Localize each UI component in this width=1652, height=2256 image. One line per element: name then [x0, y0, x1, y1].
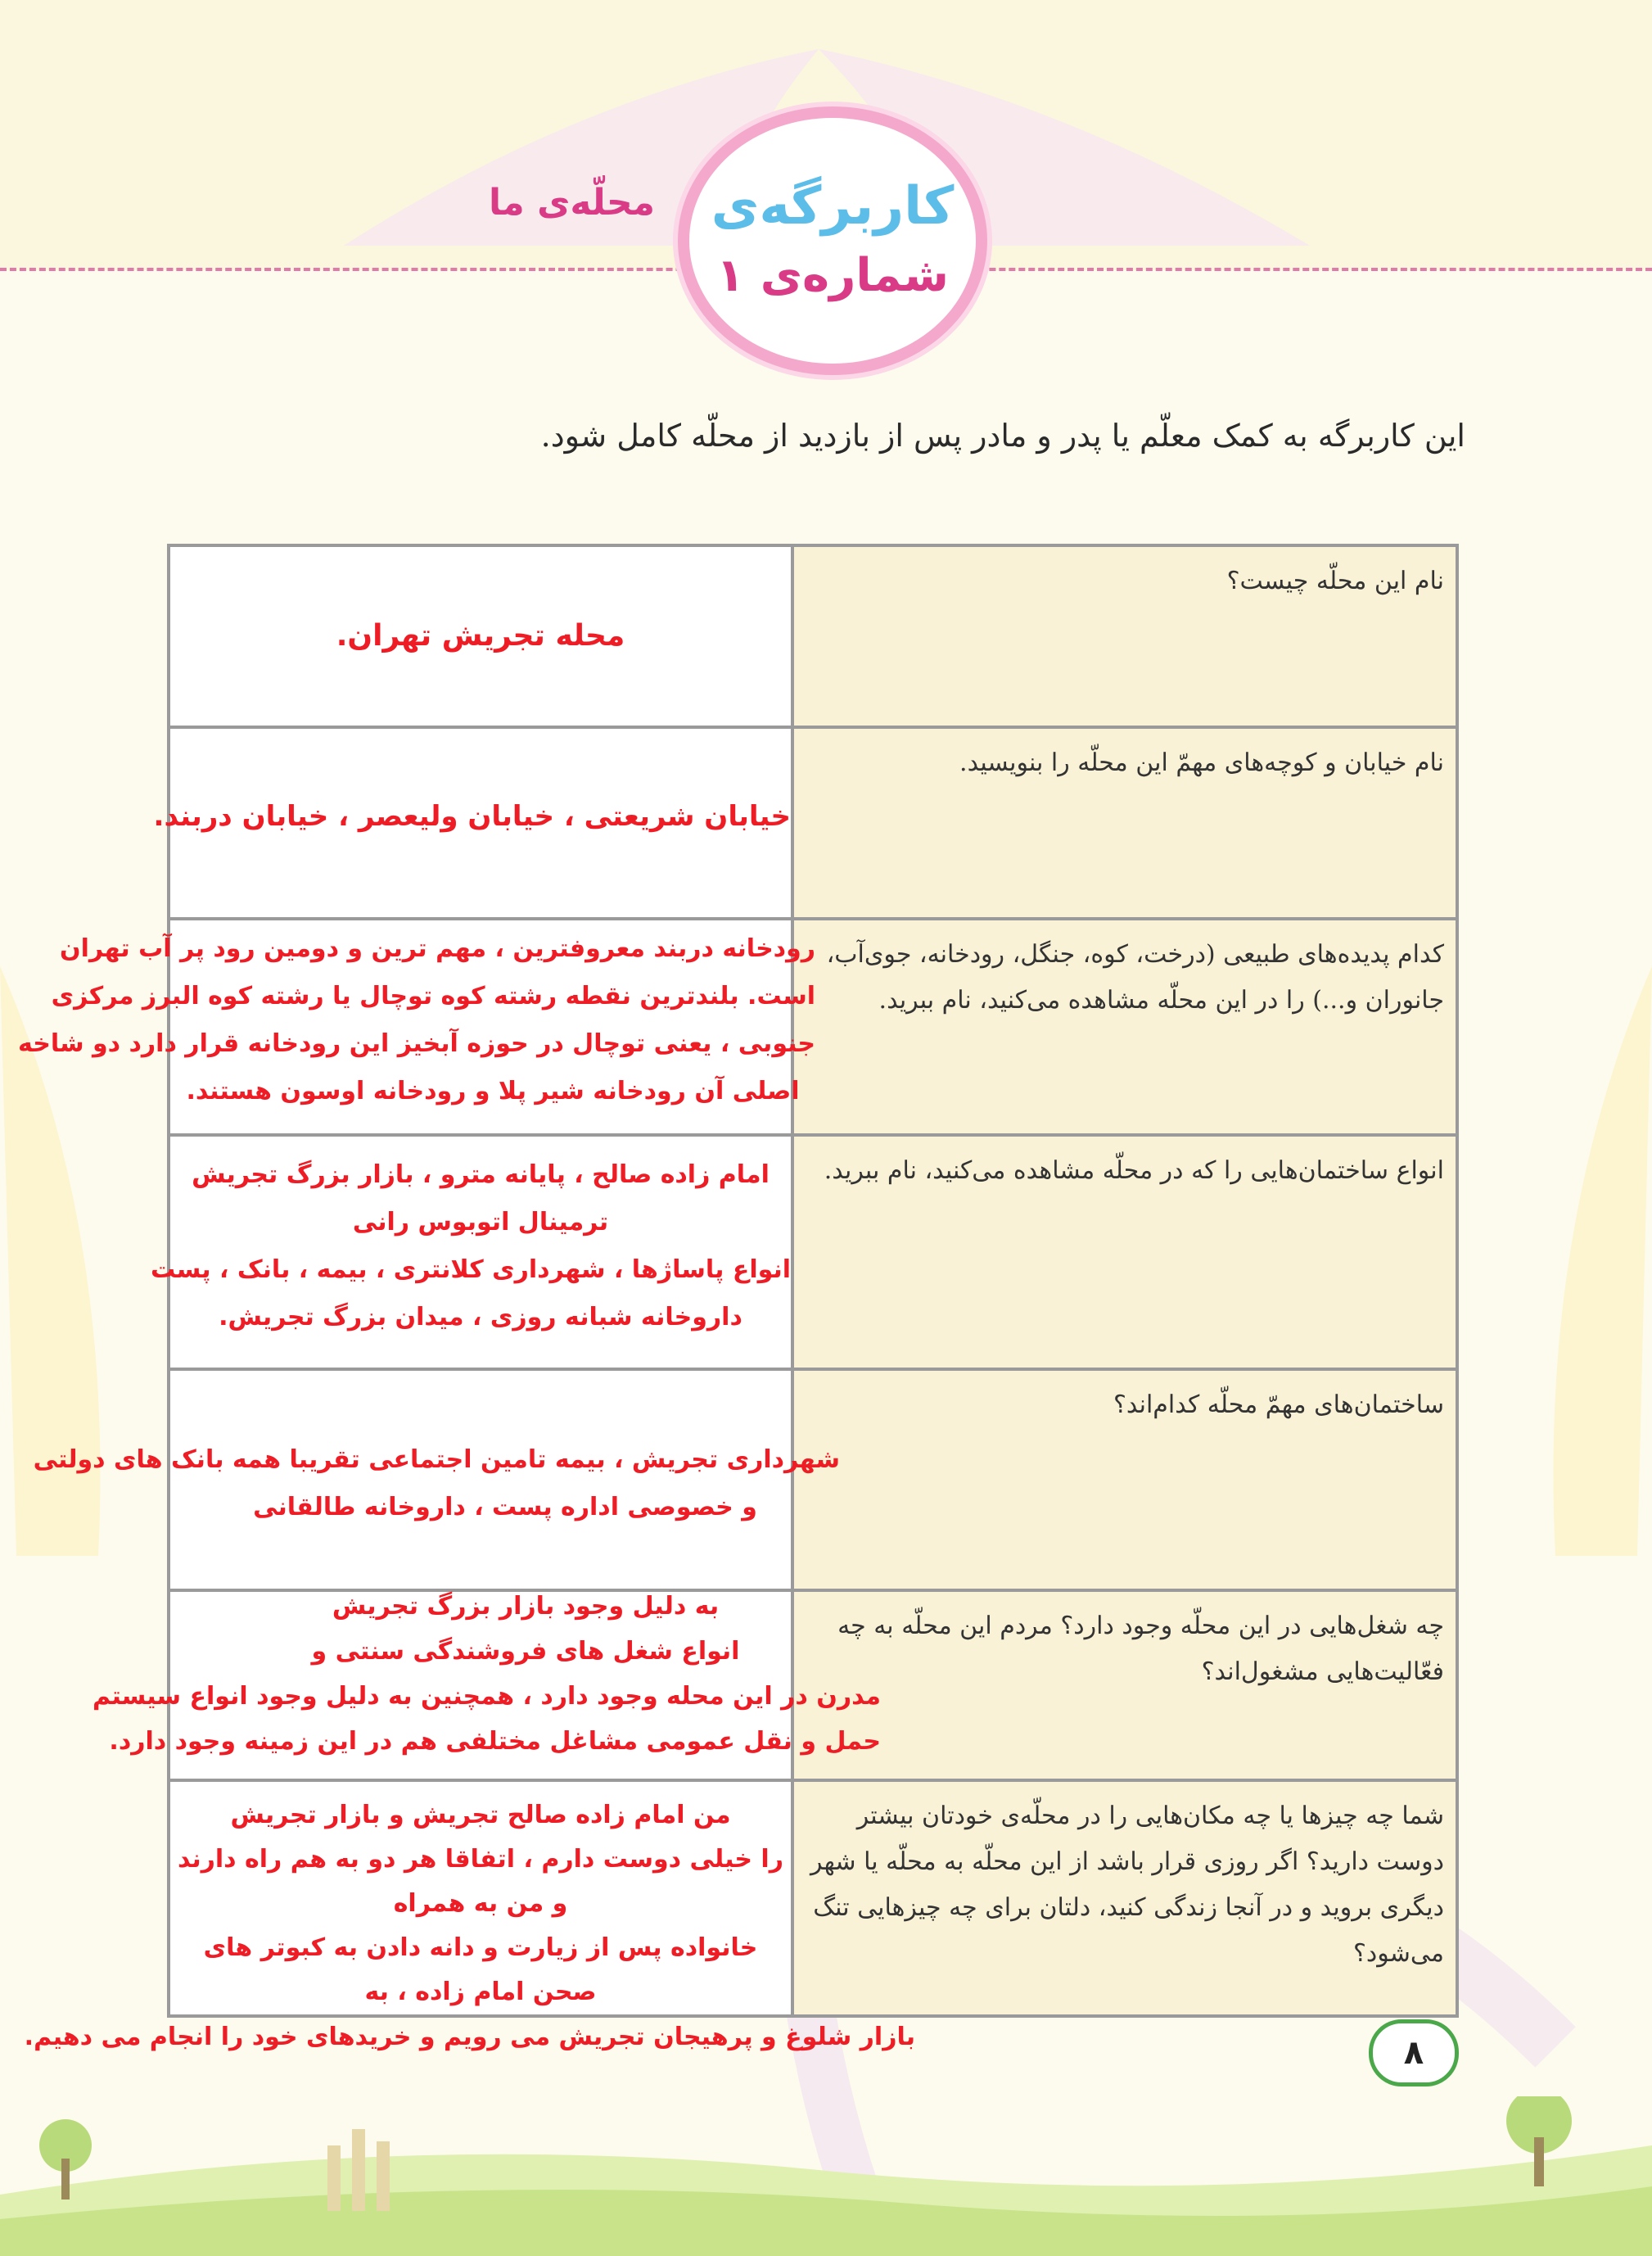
answer-text — [170, 613, 791, 660]
answer-line: رودخانه دربند معروفترین ، مهم ترین و دومین رود پر آب تهران — [60, 934, 815, 963]
answer-text — [93, 1584, 881, 1764]
page-number: ۸ — [1369, 2019, 1459, 2086]
answer-cell — [18, 919, 815, 1135]
answer-line: امام زاده صالح ، پایانه مترو ، بازار بزرگ تجریش — [192, 1160, 770, 1189]
question-cell: نام این محلّه چیست؟ — [792, 545, 1457, 727]
answer-cell — [151, 1135, 792, 1369]
answer-line: مدرن در این محله وجود دارد ، همچنین به دلیل وجود انواع سیستم — [93, 1682, 881, 1711]
intro-text: این کاربرگه به کمک معلّم یا پدر و مادر پس از بازدید از محلّه کامل شود. — [540, 418, 1465, 454]
badge-title: کاربرگه‌ی — [711, 176, 955, 237]
answer-line: اصلی آن رودخانه شیر پلا و رودخانه اوسون هستند. — [186, 1077, 800, 1105]
badge-number: شماره‌ی ۱ — [716, 249, 949, 302]
worksheet-name: محلّه‌ی ما — [488, 182, 655, 224]
worksheet-table — [18, 544, 1459, 2018]
answer-cell — [169, 1780, 792, 2016]
answer-overflow-line: بازار شلوغ و پرهیجان تجریش می رویم و خریدهای خود را انجام می دهیم. — [24, 2023, 915, 2051]
table-row — [169, 545, 1457, 727]
answer-line: صحن امام زاده ، به — [364, 1978, 597, 2006]
question-cell: کدام پدیده‌های طبیعی (درخت، کوه، جنگل، رودخانه، جوی‌آب، جانوران و...) را در این محلّه مشاهده می‌کنید، نام ببرید. — [792, 919, 1457, 1135]
ground-illustration — [0, 2096, 1652, 2256]
answer-text — [170, 1793, 791, 2014]
answer-line: محله تجریش تهران. — [336, 619, 625, 653]
answer-line: و من به همراه — [393, 1889, 568, 1918]
answer-line: به دلیل وجود بازار بزرگ تجریش — [332, 1592, 720, 1621]
question-cell: شما چه چیزها یا چه مکان‌هایی را در محلّه‌ی خودتان بیشتر دوست دارید؟ اگر روزی قرار باشد از این محلّه به محلّه یا شهر دیگری بروید و در آنجا زندگی کنید، دلتان برای چه چیزهایی تنگ می‌شود؟ — [792, 1780, 1457, 2016]
answer-text — [151, 1151, 791, 1341]
answer-text — [153, 793, 791, 840]
answer-line: خیابان شریعتی ، خیابان ولیعصر ، خیابان دربند. — [153, 800, 791, 833]
answer-line: است. بلندترین نقطه رشته کوه توچال یا رشته کوه البرز مرکزی — [51, 982, 815, 1010]
table-row — [169, 1780, 1457, 2016]
table-row — [169, 1590, 1457, 1780]
answer-line: انواع پاساژها ، شهرداری کلانتری ، بیمه ، بانک ، پست — [151, 1255, 791, 1284]
answer-text — [18, 925, 815, 1115]
answer-text — [33, 1436, 840, 1531]
answer-line: من امام زاده صالح تجریش و بازار تجریش — [230, 1801, 731, 1829]
table-row — [169, 919, 1457, 1135]
worksheet-badge — [678, 106, 987, 375]
table-row — [169, 727, 1457, 919]
question-cell: نام خیابان و کوچه‌های مهمّ این محلّه را بنویسید. — [792, 727, 1457, 919]
table-row — [169, 1135, 1457, 1369]
question-cell: انواع ساختمان‌هایی را که در محلّه مشاهده می‌کنید، نام ببرید. — [792, 1135, 1457, 1369]
answer-line: داروخانه شبانه روزی ، میدان بزرگ تجریش. — [219, 1303, 742, 1331]
answer-line: ترمینال اتوبوس رانی — [352, 1208, 609, 1237]
table-row — [169, 1369, 1457, 1590]
answer-line: انواع شغل های فروشندگی سنتی و — [311, 1637, 740, 1666]
answer-line: را خیلی دوست دارم ، اتفاقا هر دو به هم راه دارند — [178, 1845, 783, 1874]
answer-cell — [93, 1590, 881, 1780]
question-cell: چه شغل‌هایی در این محلّه وجود دارد؟ مردم این محلّه به چه فعّالیت‌هایی مشغول‌اند؟ — [792, 1590, 1457, 1780]
answer-line: خانواده پس از زیارت و دانه دادن به کبوتر های — [203, 1933, 758, 1962]
answer-line: جنوبی ، یعنی توچال در حوزه آبخیز این رودخانه قرار دارد دو شاخه — [18, 1029, 815, 1058]
answer-cell — [153, 727, 792, 919]
answer-line: حمل و نقل عمومی مشاغل مختلفی هم در این زمینه وجود دارد. — [109, 1727, 881, 1756]
answer-cell — [33, 1369, 840, 1590]
answer-line: شهرداری تجریش ، بیمه تامین اجتماعی تقریبا همه بانک های دولتی — [33, 1445, 840, 1474]
question-cell: ساختمان‌های مهمّ محلّه کدام‌اند؟ — [792, 1369, 1457, 1590]
answer-cell — [169, 545, 792, 727]
answer-line: و خصوصی اداره پست ، داروخانه طالقانی — [253, 1493, 757, 1521]
